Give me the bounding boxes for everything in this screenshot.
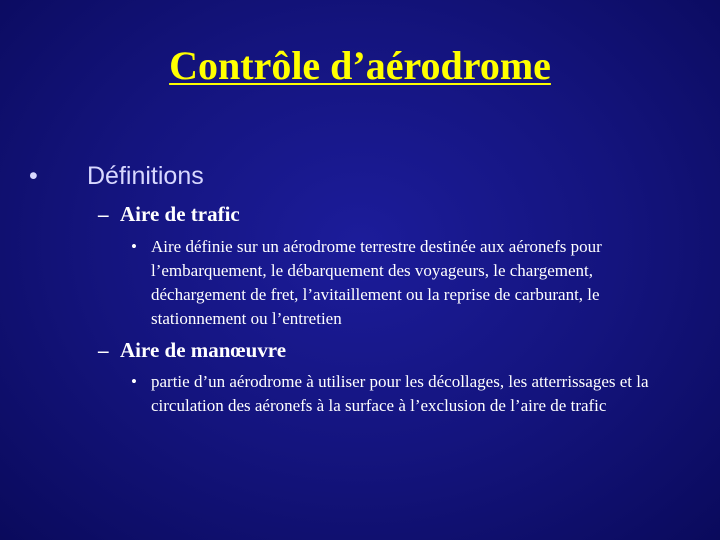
bullet-icon: •: [29, 162, 38, 190]
subheading-aire-de-manoeuvre: [98, 338, 286, 363]
subheading-aire-de-trafic: [98, 202, 240, 227]
slide-title: Contrôle d’aérodrome: [169, 43, 551, 88]
section-label: Définitions: [87, 162, 204, 190]
subheading-label: Aire de trafic: [120, 202, 240, 226]
definition-text: partie d’un aérodrome à utiliser pour les décollages, les atterrissages et la circulation des aéronefs à la surface à l’exclusion de l’aire de trafic: [151, 372, 649, 415]
bullet-icon: •: [131, 237, 137, 256]
definition-aire-de-manoeuvre: [131, 370, 671, 418]
definition-aire-de-trafic: [131, 235, 671, 331]
bullet-icon: •: [131, 372, 137, 391]
definition-text: Aire définie sur un aérodrome terrestre destinée aux aéronefs pour l’embarquement, le débarquement des voyageurs, le chargement, déchargement de fret, l’avitaillement ou la reprise de carburant, le stationnement ou l’entretien: [151, 237, 602, 328]
dash-icon: –: [98, 338, 109, 362]
section-heading: [29, 162, 204, 191]
subheading-label: Aire de manœuvre: [120, 338, 287, 362]
dash-icon: –: [98, 202, 109, 226]
